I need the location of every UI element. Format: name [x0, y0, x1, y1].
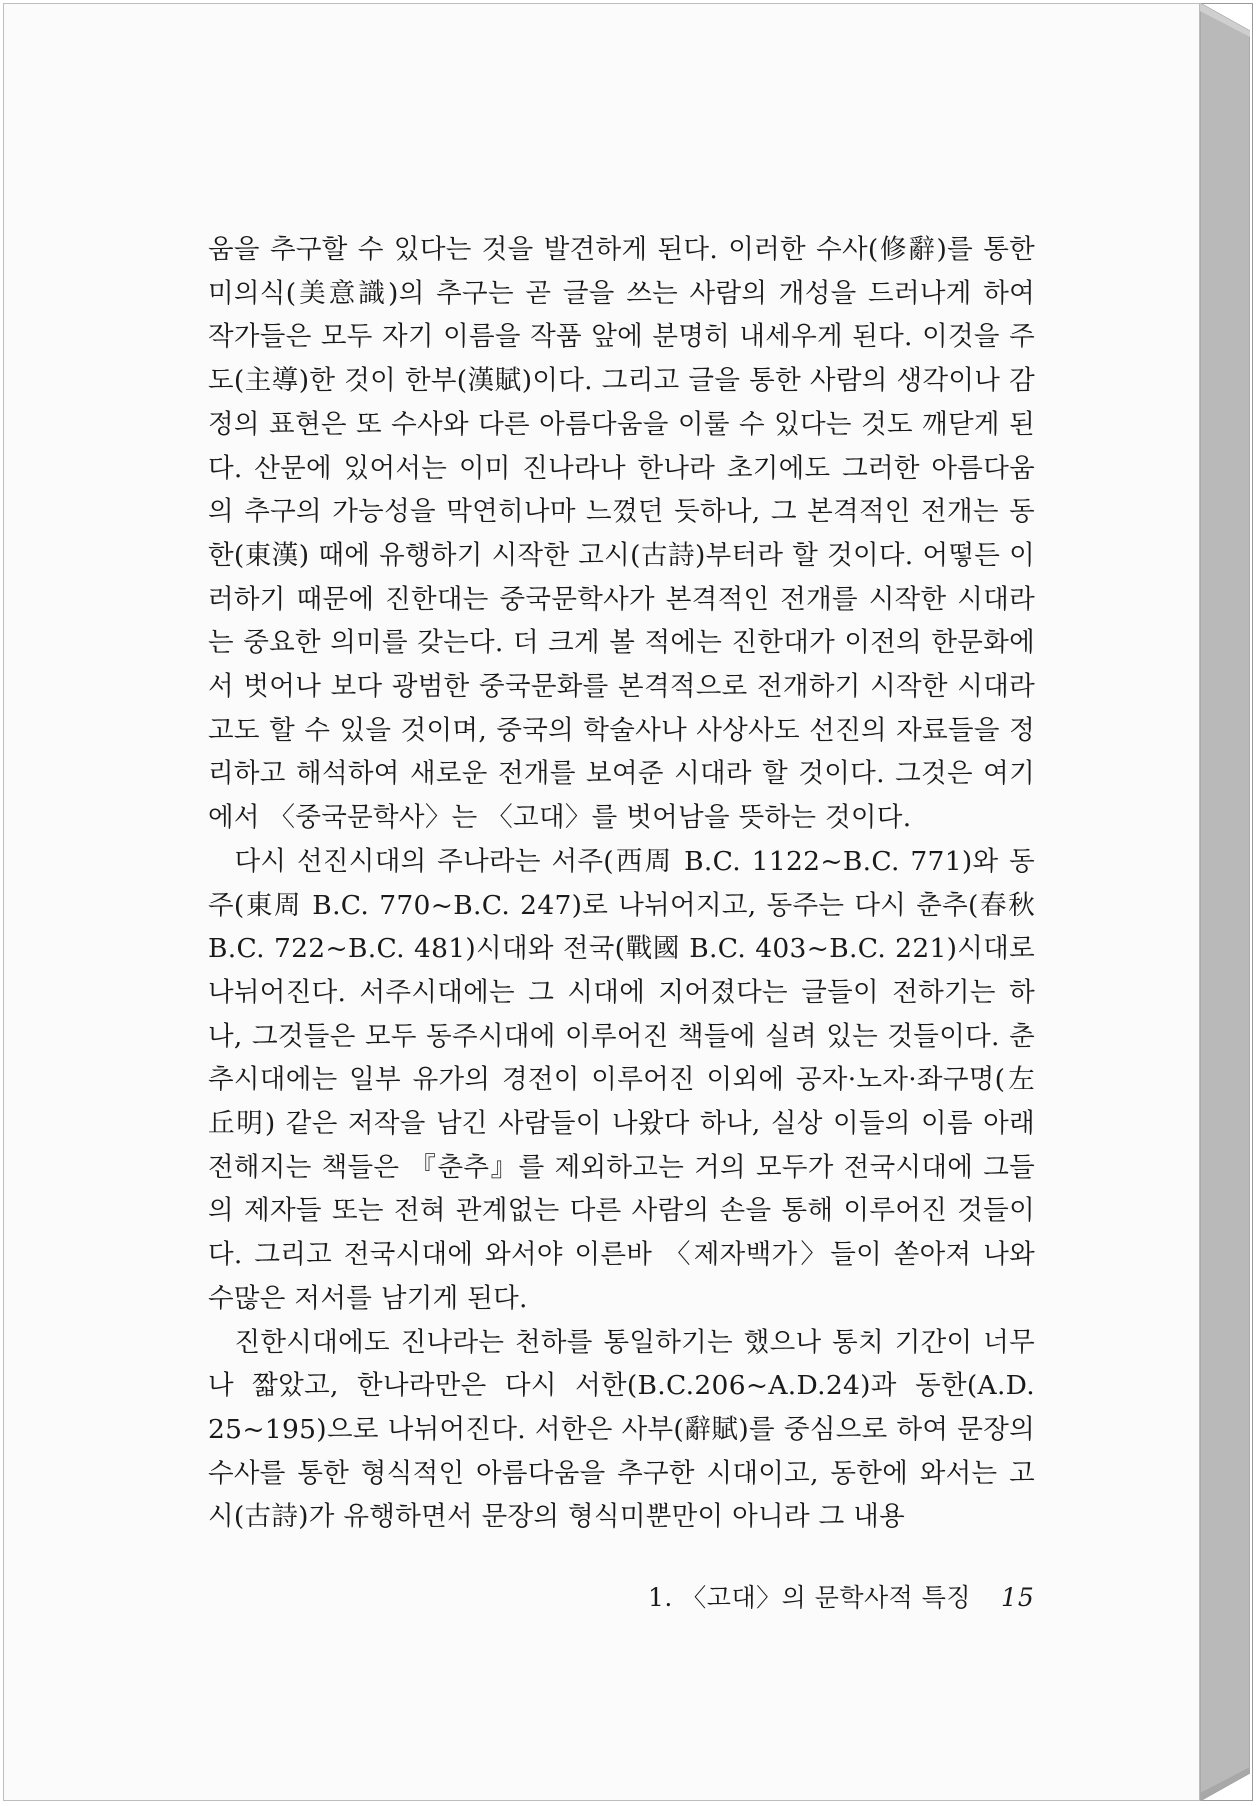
paragraph-3: 진한시대에도 진나라는 천하를 통일하기는 했으나 통치 기간이 너무나 짧았고, 한나라만은 다시 서한(B.C.206~A.D.24)과 동한(A.D. 25~195)으로 나뉘어진다. 서한은 사부(辭賦)를 중심으로 하여 문장의 수사를 통한 형식적인 아름다움을 추구한 시대이고, 동한에 와서는 고시(古詩)가 유행하면서 문장의 형식미뿐만이 아니라 그 내용 [208, 1326, 1035, 1533]
page-footer [648, 1578, 1035, 1618]
body-text [208, 228, 1035, 1539]
book-side-edge [1200, 3, 1250, 1801]
page-number: 15 [1001, 1583, 1035, 1612]
paragraph-2: 다시 선진시대의 주나라는 서주(西周 B.C. 1122~B.C. 771)와 동주(東周 B.C. 770~B.C. 247)로 나뉘어지고, 동주는 다시 춘추(春秋 B.C. 722~B.C. 481)시대와 전국(戰國 B.C. 403~B.C. 221)시대로 나뉘어진다. 서주시대에는 그 시대에 지어졌다는 글들이 전하기는 하나, 그것들은 모두 동주시대에 이루어진 책들에 실려 있는 것들이다. 춘추시대에는 일부 유가의 경전이 이루어진 이외에 공자·노자·좌구명(左丘明) 같은 저작을 남긴 사람들이 나왔다 하나, 실상 이들의 이름 아래 전해지는 책들은 『춘추』를 제외하고는 거의 모두가 전국시대에 그들의 제자들 또는 전혀 관계없는 다른 사람의 손을 통해 이루어진 것들이다. 그리고 전국시대에 와서야 이른바 〈제자백가〉들이 쏟아져 나와 수많은 저서를 남기게 된다. [208, 845, 1035, 1314]
running-chapter-title: 1. 〈고대〉의 문학사적 특징 [648, 1583, 972, 1612]
paragraph-1: 움을 추구할 수 있다는 것을 발견하게 된다. 이러한 수사(修辭)를 통한 미의식(美意識)의 추구는 곧 글을 쓰는 사람의 개성을 드러나게 하여 작가들은 모두 자기 이름을 작품 앞에 분명히 내세우게 된다. 이것을 주도(主導)한 것이 한부(漢賦)이다. 그리고 글을 통한 사람의 생각이나 감정의 표현은 또 수사와 다른 아름다움을 이룰 수 있다는 것도 깨닫게 된다. 산문에 있어서는 이미 진나라나 한나라 초기에도 그러한 아름다움의 추구의 가능성을 막연히나마 느꼈던 듯하나, 그 본격적인 전개는 동한(東漢) 때에 유행하기 시작한 고시(古詩)부터라 할 것이다. 어떻든 이러하기 때문에 진한대는 중국문학사가 본격적인 전개를 시작한 시대라는 중요한 의미를 갖는다. 더 크게 볼 적에는 진한대가 이전의 한문화에서 벗어나 보다 광범한 중국문화를 본격적으로 전개하기 시작한 시대라고도 할 수 있을 것이며, 중국의 학술사나 사상사도 선진의 자료들을 정리하고 해석하여 새로운 전개를 보여준 시대라 할 것이다. 그것은 여기에서 〈중국문학사〉는 〈고대〉를 벗어남을 뜻하는 것이다. [208, 234, 1035, 834]
